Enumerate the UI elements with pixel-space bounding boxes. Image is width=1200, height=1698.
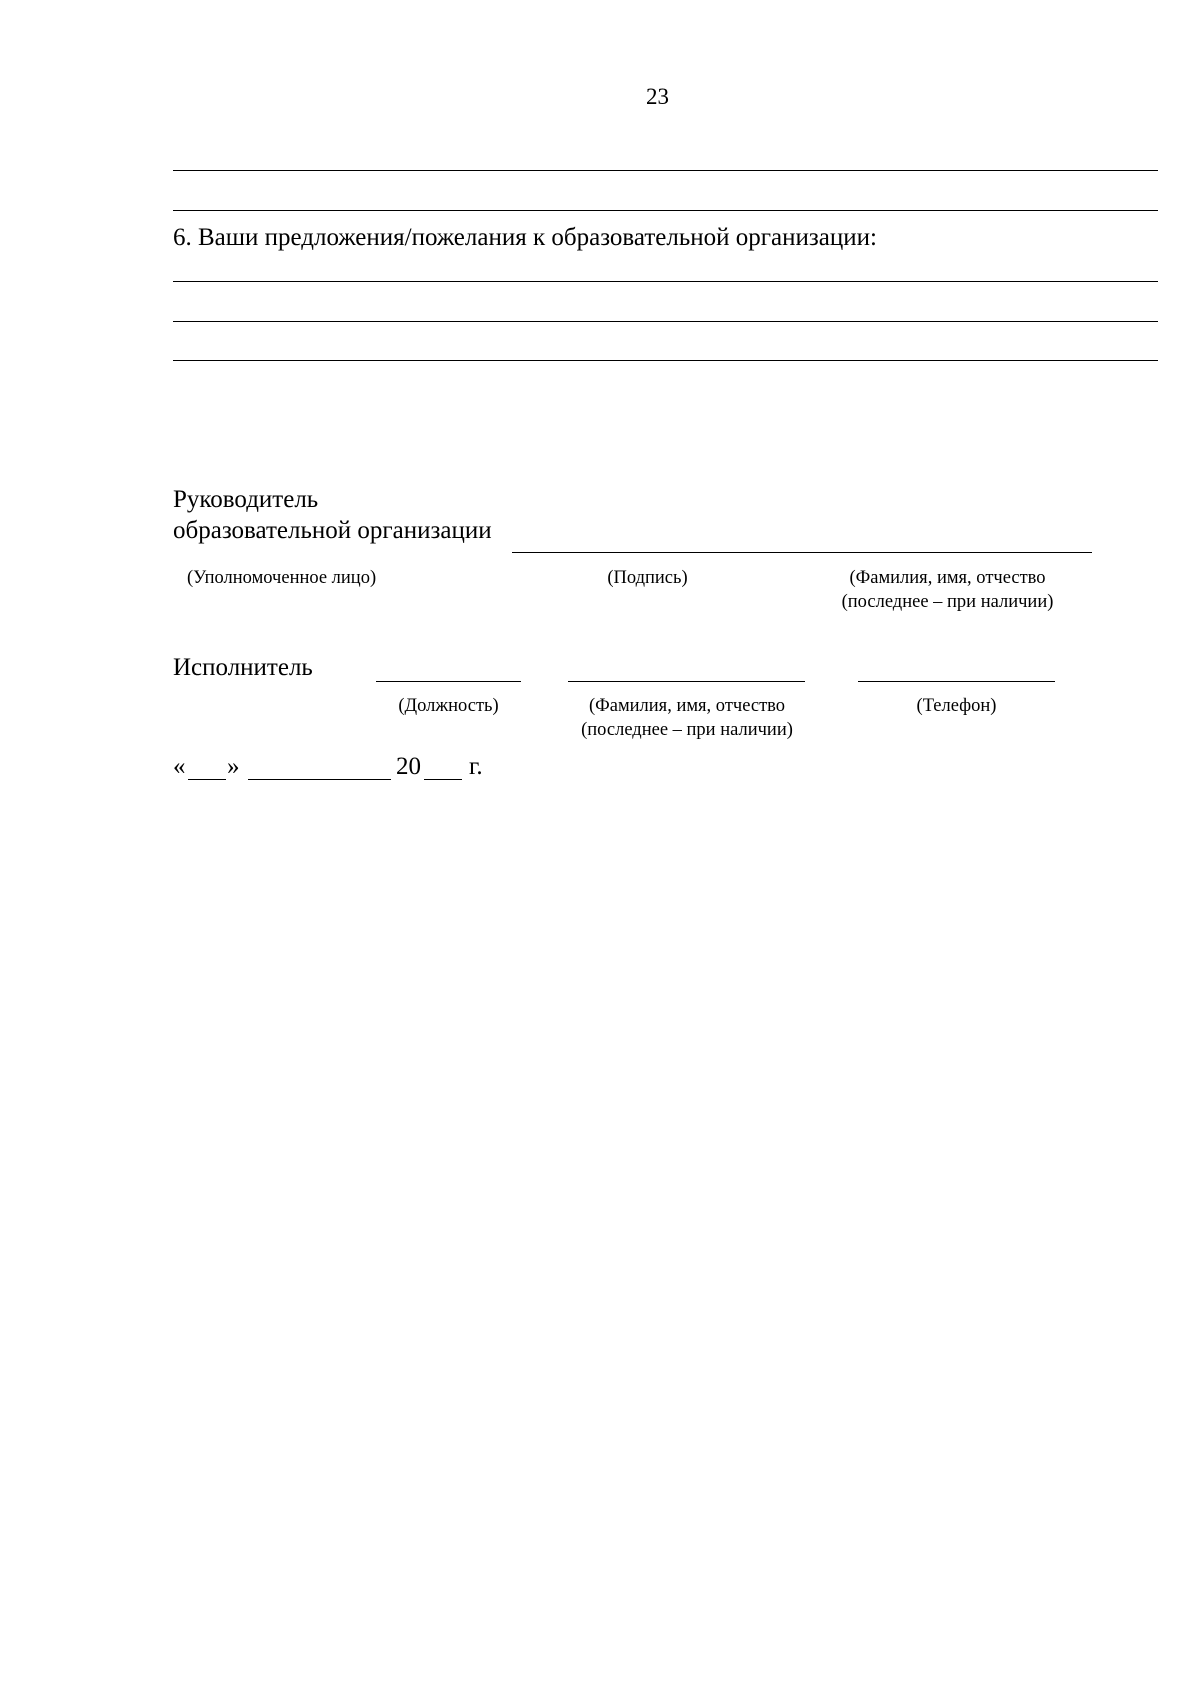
head-signature-line[interactable] (512, 552, 1092, 553)
date-year-suffix: г. (469, 753, 483, 780)
date-open-quote: « (173, 753, 186, 780)
answer-line-prev-2[interactable] (173, 210, 1158, 211)
answer-line-q6-2[interactable] (173, 321, 1158, 322)
date-year-line[interactable] (424, 779, 462, 780)
executor-phone-line[interactable] (858, 681, 1055, 682)
caption-signature: (Подпись) (607, 568, 688, 588)
executor-position-line[interactable] (376, 681, 521, 682)
caption-head-name-line1: (Фамилия, имя, отчество (849, 568, 1046, 588)
answer-line-q6-1[interactable] (173, 281, 1158, 282)
caption-phone: (Телефон) (916, 696, 997, 716)
question-6-label: 6. Ваши предложения/пожелания к образовательной организации: (173, 224, 877, 251)
head-title-line1: Руководитель (173, 486, 319, 513)
caption-head-name-line2: (последнее – при наличии) (841, 592, 1054, 612)
date-month-line[interactable] (248, 779, 391, 780)
executor-name-line[interactable] (568, 681, 805, 682)
head-title-line2: образовательной организации (173, 517, 492, 544)
date-day-line[interactable] (188, 779, 226, 780)
executor-label: Исполнитель (173, 654, 313, 681)
caption-position: (Должность) (398, 696, 499, 716)
page-number: 23 (646, 84, 669, 109)
answer-line-prev-1[interactable] (173, 170, 1158, 171)
caption-executor-name-line2: (последнее – при наличии) (581, 720, 793, 740)
caption-authorized-person: (Уполномоченное лицо) (187, 568, 377, 588)
caption-executor-name-line1: (Фамилия, имя, отчество (588, 696, 786, 716)
answer-line-q6-3[interactable] (173, 360, 1158, 361)
date-close-quote: » (227, 753, 240, 780)
date-year-prefix: 20 (396, 753, 421, 780)
